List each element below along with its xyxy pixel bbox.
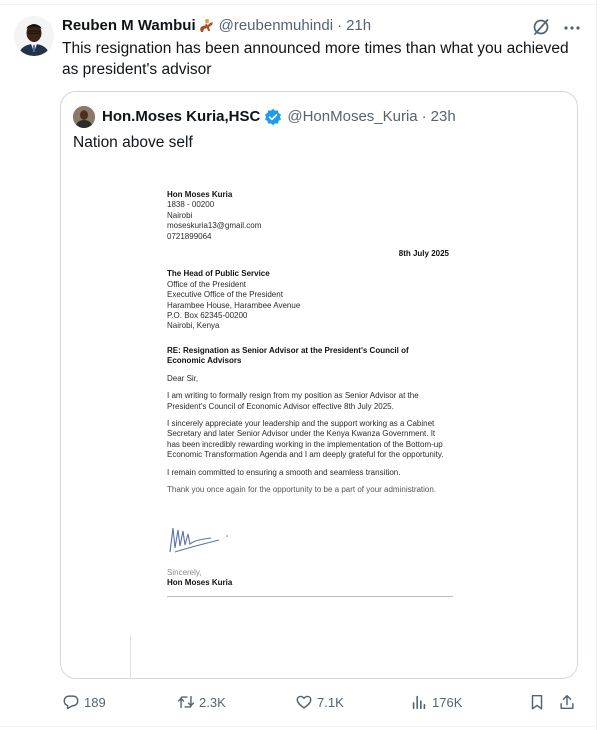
quoted-timestamp[interactable]: 23h	[430, 108, 456, 125]
repost-count: 2.3K	[199, 694, 226, 710]
avatar-image	[14, 16, 54, 56]
grok-icon[interactable]	[531, 17, 551, 37]
recipient-line: Executive Office of the President	[167, 290, 283, 300]
more-options-icon[interactable]	[562, 18, 582, 38]
letter-date: 8th July 2025	[398, 249, 449, 259]
letter-salutation: Dear Sir,	[167, 373, 199, 383]
reply-icon	[62, 693, 80, 711]
signature-rule	[167, 596, 453, 597]
avatar[interactable]	[14, 16, 54, 56]
bookmark-button[interactable]	[528, 690, 546, 714]
share-icon	[558, 693, 576, 711]
letter-paragraph: Thank you once again for the opportunity to be a part of your administration.	[167, 484, 437, 494]
verified-badge-icon	[264, 108, 282, 126]
quoted-header	[102, 106, 456, 128]
analytics-icon	[410, 693, 428, 711]
recipient-block	[167, 269, 449, 331]
letter-paragraph: I am writing to formally resign from my position as Senior Advisor at the President's Council of Economic Advisor effective 8th July 2025.	[167, 391, 419, 411]
tweet-actions	[0, 690, 596, 714]
recipient-line: Nairobi, Kenya	[167, 321, 220, 331]
recipient-title: The Head of Public Service	[167, 269, 270, 279]
letter-paragraph: I sincerely appreciate your leadership and the support working as a Cabinet Secretary and later Senior Advisor under the Kenya Kwanza Government. It has been incredibly rewarding working in the implementation of the Bottom-up Economic Transformation Agenda and I am deeply grateful for the opportunity.	[167, 418, 444, 460]
bottom-divider	[0, 726, 596, 727]
signature-image	[167, 522, 247, 556]
quoted-text: Nation above self	[73, 134, 193, 151]
reply-count: 189	[84, 694, 106, 710]
reply-button[interactable]	[62, 690, 106, 714]
recipient-line: P.O. Box 62345-00200	[167, 311, 248, 321]
letter-body	[167, 190, 449, 597]
quoted-avatar[interactable]	[73, 106, 95, 128]
sender-email: moseskuria13@gmail.com	[167, 221, 262, 231]
separator-dot: ·	[421, 108, 427, 125]
views-button[interactable]	[410, 690, 462, 714]
tweet-text: This resignation has been announced more times than what you achieved as president's advisor	[62, 40, 569, 78]
tweet-header	[62, 16, 371, 36]
repost-button[interactable]	[177, 690, 226, 714]
quoted-tweet[interactable]	[60, 91, 578, 679]
letter-closing: Sincerely,	[167, 567, 202, 577]
quoted-author-handle[interactable]: @HonMoses_Kuria	[287, 108, 418, 125]
recipient-line: Harambee House, Harambee Avenue	[167, 300, 301, 310]
recipient-line: Office of the President	[167, 279, 247, 289]
repost-icon	[177, 693, 195, 711]
letter-subject: RE: Resignation as Senior Advisor at the President's Council of Economic Advisors	[167, 345, 409, 366]
sender-phone: 0721899064	[167, 231, 212, 241]
sender-address: 1838 - 00200	[167, 200, 215, 210]
sender-block	[167, 190, 449, 242]
share-button[interactable]	[558, 690, 576, 714]
like-button[interactable]	[295, 690, 344, 714]
horse-racing-emoji-icon	[198, 17, 216, 35]
letter-signatory: Hon Moses Kuria	[167, 578, 233, 588]
quoted-avatar-image	[73, 106, 95, 128]
page-edge	[130, 635, 131, 679]
quoted-author-name[interactable]: Hon.Moses Kuria,HSC	[102, 108, 261, 125]
bookmark-icon	[528, 693, 546, 711]
heart-icon	[295, 693, 313, 711]
author-handle[interactable]: @reubenmuhindi	[218, 17, 334, 34]
sender-name: Hon Moses Kuria	[167, 190, 233, 199]
tweet-timestamp[interactable]: 21h	[346, 17, 372, 34]
letter-paragraph: I remain committed to ensuring a smooth and seamless transition.	[167, 467, 401, 477]
separator-dot: ·	[337, 17, 343, 34]
view-count: 176K	[432, 694, 463, 710]
resignation-letter-image[interactable]	[61, 160, 578, 679]
author-name[interactable]: Reuben M Wambui	[62, 17, 196, 34]
sender-city: Nairobi	[167, 210, 193, 220]
like-count: 7.1K	[317, 694, 344, 710]
timeline-right-border	[596, 0, 597, 730]
